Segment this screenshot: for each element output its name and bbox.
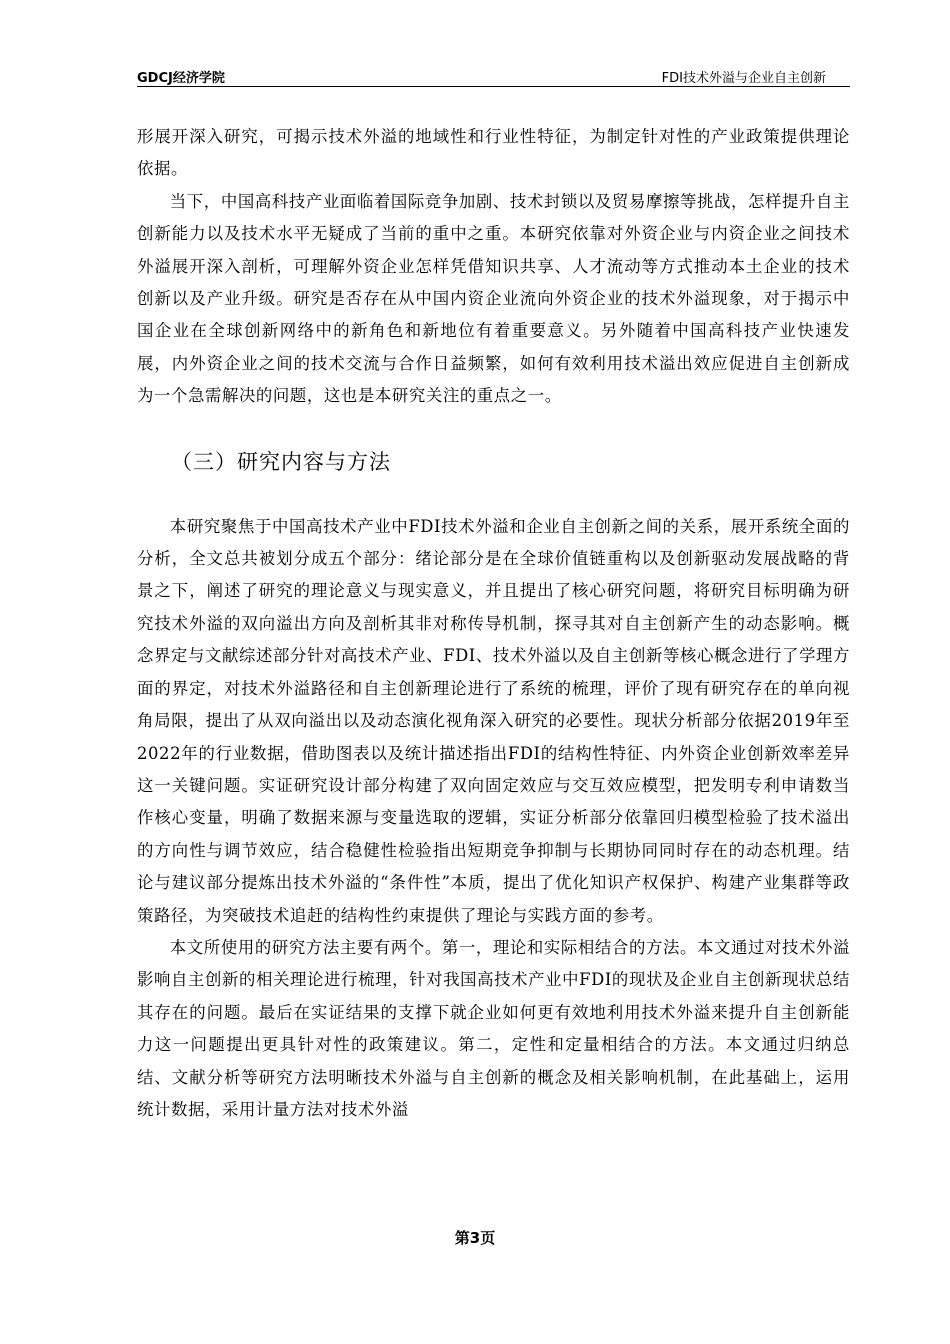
paragraph-background: 当下，中国高科技产业面临着国际竞争加剧、技术封锁以及贸易摩擦等挑战，怎样提升自主创新能力以及技术水平无疑成了当前的重中之重。本研究依靠对外资企业与内资企业之间技术外溢展开深入剖析，可理解外资企业怎样凭借知识共享、人才流动等方式推动本土企业的技术创新以及产业升级。研究是否存在从中国内资企业流向外资企业的技术外溢现象，对于揭示中国企业在全球创新网络中的新角色和新地位有着重要意义。另外随着中国高科技产业快速发展，内外资企业之间的技术交流与合作日益频繁，如何有效利用技术溢出效应促进自主创新成为一个急需解决的问题，这也是本研究关注的重点之一。 (137, 191, 850, 406)
header-document-title: FDI技术外溢与企业自主创新 (661, 71, 826, 86)
paragraph-research-methods: 本文所使用的研究方法主要有两个。第一，理论和实际相结合的方法。本文通过对技术外溢影响自主创新的相关理论进行梳理，针对我国高技术产业中FDI的现状及企业自主创新现状总结其存在的问题。最后在实证结果的支撑下就企业如何更有效地利用技术外溢来提升自主创新能力这一问题提出更具针对性的政策建议。第二，定性和定量相结合的方法。本文通过归纳总结、文献分析等研究方法明晰技术外溢与自主创新的概念及相关影响机制，在此基础上，运用统计数据，采用计量方法对技术外溢 (137, 937, 850, 1119)
page-header (137, 64, 850, 87)
page-number: 第3页 (454, 1229, 496, 1247)
header-institution: GDCJ经济学院 (137, 71, 225, 86)
section-heading: （三）研究内容与方法 (171, 449, 391, 474)
paragraph-continuation: 形展开深入研究，可揭示技术外溢的地域性和行业性特征，为制定针对性的产业政策提供理论依据。 (137, 127, 850, 179)
document-body (137, 121, 850, 1126)
paragraph-research-content: 本研究聚焦于中国高技术产业中FDI技术外溢和企业自主创新之间的关系，展开系统全面的分析，全文总共被划分成五个部分：绪论部分是在全球价值链重构以及创新驱动发展战略的背景之下，阐述了研究的理论意义与现实意义，并且提出了核心研究问题，将研究目标明确为研究技术外溢的双向溢出方向及剖析其非对称传导机制，探寻其对自主创新产生的动态影响。概念界定与文献综述部分针对高技术产业、FDI、技术外溢以及自主创新等核心概念进行了学理方面的界定，对技术外溢路径和自主创新理论进行了系统的梳理，评价了现有研究存在的单向视角局限，提出了从双向溢出以及动态演化视角深入研究的必要性。现状分析部分依据2019年至2022年的行业数据，借助图表以及统计描述指出FDI的结构性特征、内外资企业创新效率差异这一关键问题。实证研究设计部分构建了双向固定效应与交互效应模型，把发明专利申请数当作核心变量，明确了数据来源与变量选取的逻辑，实证分析部分依靠回归模型检验了技术溢出的方向性与调节效应，结合稳健性检验指出短期竞争抑制与长期协同同时存在的动态机理。结论与建议部分提炼出技术外溢的“条件性”本质，提出了优化知识产权保护、构建产业集群等政策路径，为突破技术追赶的结构性约束提供了理论与实践方面的参考。 (137, 516, 850, 925)
